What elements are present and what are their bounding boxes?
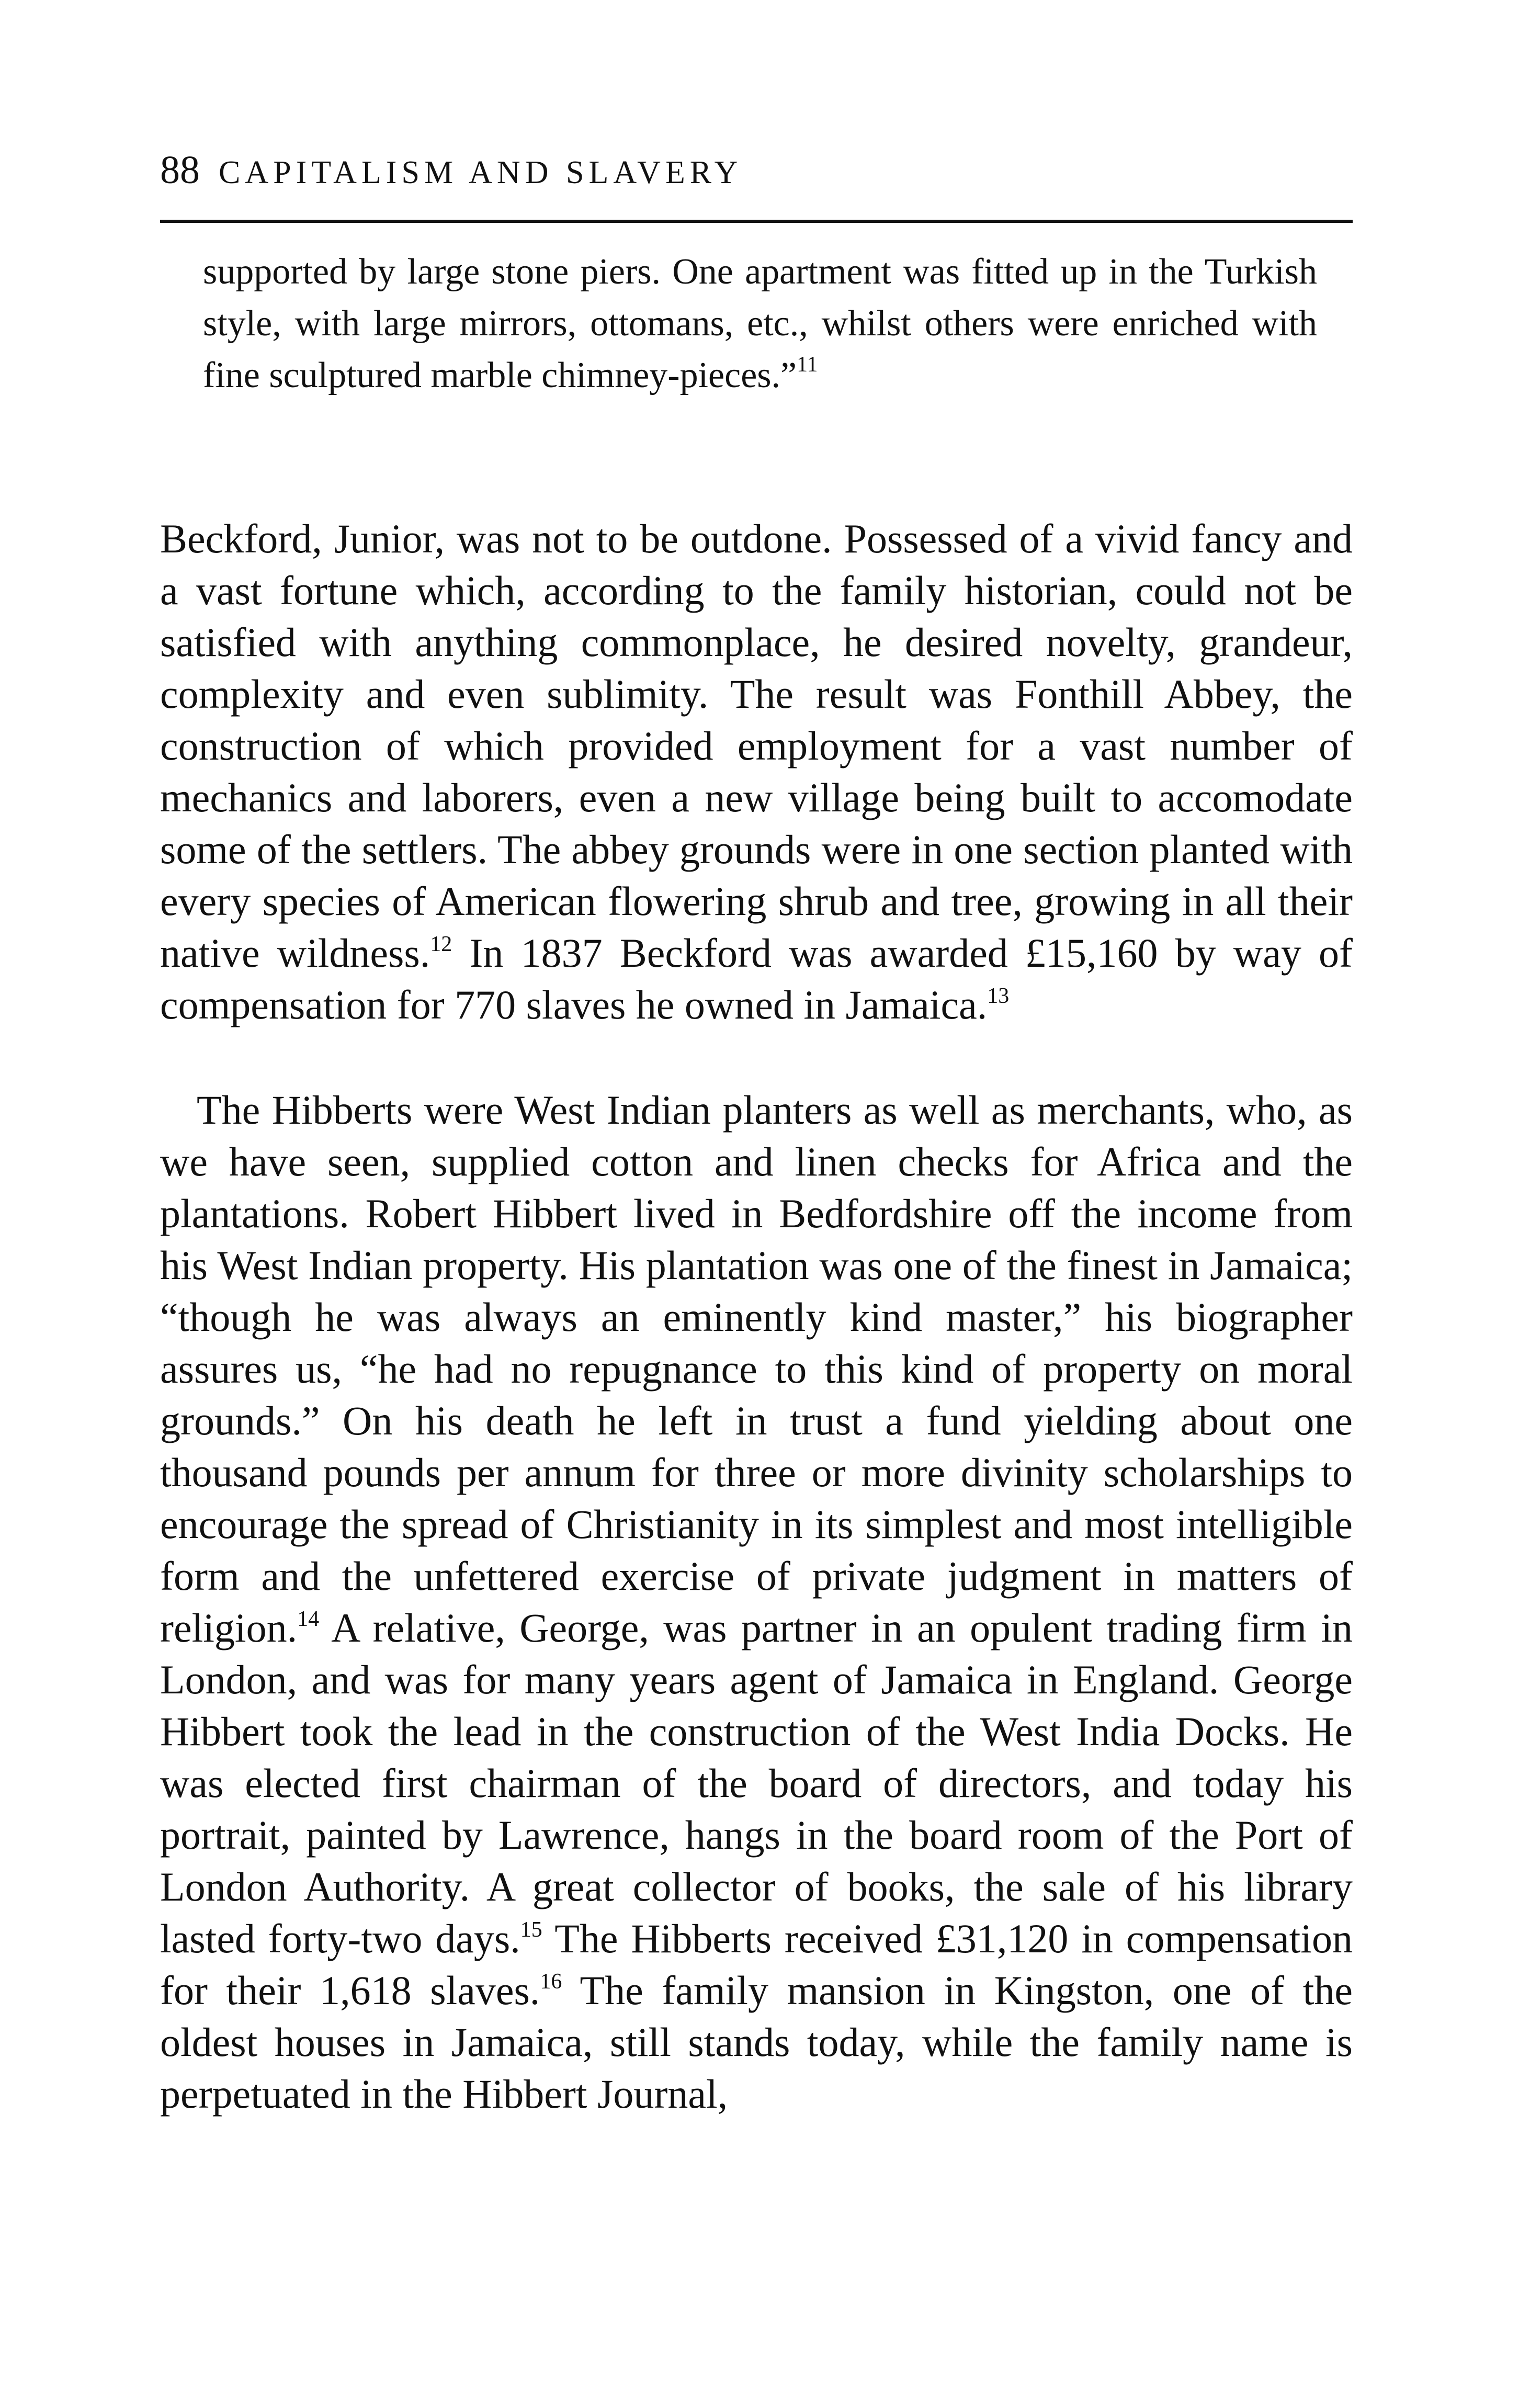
paragraph-hibberts <box>160 1084 1353 2120</box>
paragraph-text: A relative, George, was partner in an opulent trading firm in London, and was for many years agent of Jamaica in England. George Hibbert took the lead in the construction of the West India Docks. He was elected first chairman of the board of directors, and today his portrait, painted by Lawrence, hangs in the board room of the Port of London Authority. A great collector of books, the sale of his library lasted forty-two days. <box>160 1605 1353 1961</box>
running-head <box>160 148 1353 205</box>
footnote-ref-15: 15 <box>520 1918 542 1942</box>
footnote-ref-11: 11 <box>797 353 818 377</box>
paragraph-text: The Hibberts received £31,120 in compensation for their 1,618 slaves. <box>160 1916 1353 2013</box>
footnote-ref-13: 13 <box>987 984 1010 1008</box>
paragraph-text: The Hibberts were West Indian planters as well as merchants, who, as we have seen, supplied cotton and linen checks for Africa and the plantations. Robert Hibbert lived in Bedfordshire off the income from his West Indian property. His plantation was one of the finest in Jamaica; “though he was always an eminently kind master,” his biographer assures us, “he had no repugnance to this kind of property on moral grounds.” On his death he left in trust a fund yielding about one thousand pounds per annum for three or more divinity scholarships to encourage the spread of Christianity in its simplest and most intelligible form and the unfettered exercise of private judgment in matters of religion. <box>160 1087 1353 1650</box>
paragraph-beckford <box>160 513 1353 1031</box>
page-number: 88 <box>160 148 200 192</box>
block-quote <box>203 246 1317 401</box>
footnote-ref-12: 12 <box>430 932 452 956</box>
footnote-ref-16: 16 <box>540 1970 562 1994</box>
paragraph-text: Beckford, Junior, was not to be outdone. Possessed of a vivid fancy and a vast fortune which, according to the family historian, could not be satisfied with anything commonplace, he desired novelty, grandeur, complexity and even sublimity. The result was Fonthill Abbey, the construction of which provided employment for a vast number of mechanics and laborers, even a new village being built to accomodate some of the settlers. The abbey grounds were in one section planted with every species of American flowering shrub and tree, growing in all their native wildness. <box>160 516 1353 976</box>
paragraph-text: The family mansion in Kingston, one of the oldest houses in Jamaica, still stands today, while the family name is perpetuated in the Hibbert Journal, <box>160 1968 1353 2117</box>
header-rule <box>160 220 1353 223</box>
quote-text: supported by large stone piers. One apartment was fitted up in the Turkish style, with large mirrors, ottomans, etc., whilst others were enriched with fine sculptured marble chimney-pieces.” <box>203 252 1317 395</box>
paragraph-text: In 1837 Beckford was awarded £15,160 by way of compensation for 770 slaves he owned in Jamaica. <box>160 930 1353 1027</box>
running-title: CAPITALISM AND SLAVERY <box>219 155 743 190</box>
footnote-ref-14: 14 <box>297 1607 320 1631</box>
